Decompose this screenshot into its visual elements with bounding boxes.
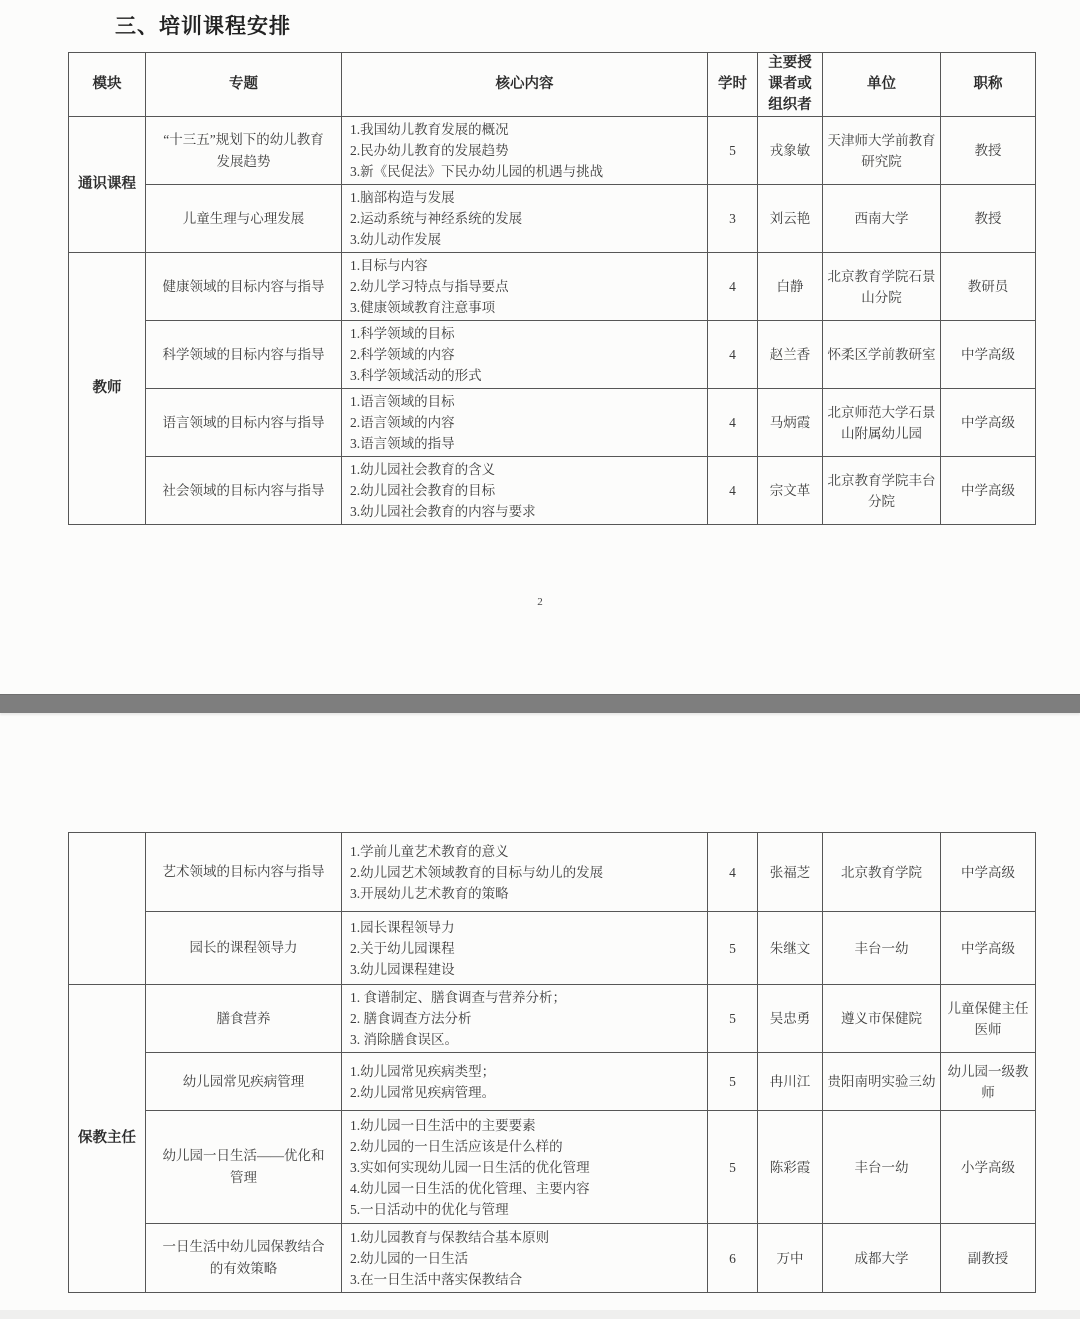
content-line: 1.我国幼儿教育发展的概况: [350, 122, 509, 137]
title-cell: 幼儿园一级教师: [941, 1053, 1036, 1111]
topic-cell: 社会领域的目标内容与指导: [146, 457, 342, 525]
content-line: 2.幼儿园的一日生活: [350, 1250, 469, 1266]
unit-cell: 北京教育学院石景山分院: [823, 253, 941, 321]
unit-cell: 西南大学: [823, 185, 941, 253]
section-title: 三、培训课程安排: [115, 15, 291, 38]
content-line: 2.民办幼儿教育的发展趋势: [350, 143, 509, 158]
content-line: 2.关于幼儿园课程: [350, 940, 455, 956]
lecturer-cell: 马炳霞: [758, 389, 823, 457]
content-line: 3.健康领域教育注意事项: [350, 300, 496, 315]
content-cell: [342, 1111, 708, 1224]
page-number: 2: [537, 596, 543, 608]
title-cell: 中学高级: [941, 912, 1036, 985]
content-line: 3. 消除膳食误区。: [350, 1032, 458, 1047]
content-line: 3.幼儿园社会教育的内容与要求: [350, 504, 536, 519]
content-line: 1.科学领域的目标: [350, 326, 455, 341]
title-cell: 教授: [941, 185, 1036, 253]
content-line: 1.脑部构造与发展: [350, 190, 455, 205]
header-content: 核心内容: [342, 53, 708, 117]
content-cell: [342, 1053, 708, 1111]
content-line: 2.幼儿学习特点与指导要点: [350, 279, 509, 294]
topic-cell: 幼儿园一日生活——优化和管理: [146, 1111, 342, 1224]
header-title: 职称: [941, 53, 1036, 117]
unit-cell: 遵义市保健院: [823, 985, 941, 1053]
content-cell: [342, 389, 708, 457]
content-line: 2.科学领域的内容: [350, 347, 455, 362]
course-table-page2: [68, 832, 1036, 1293]
content-line: 3.科学领域活动的形式: [350, 368, 482, 383]
topic-cell: 健康领域的目标内容与指导: [146, 253, 342, 321]
content-cell: [342, 912, 708, 985]
header-topic: 专题: [146, 53, 342, 117]
content-cell: [342, 117, 708, 185]
title-cell: 中学高级: [941, 833, 1036, 912]
content-line: 4.幼儿园一日生活的优化管理、主要内容: [350, 1180, 590, 1196]
page-divider: [0, 694, 1080, 713]
table-body-page1: [69, 117, 1036, 525]
content-cell: [342, 833, 708, 912]
content-line: 2.语言领域的内容: [350, 415, 455, 430]
table-row: [69, 912, 1036, 985]
content-line: 1.幼儿园一日生活中的主要要素: [350, 1117, 536, 1133]
unit-cell: 贵阳南明实验三幼: [823, 1053, 941, 1111]
title-cell: 儿童保健主任医师: [941, 985, 1036, 1053]
lecturer-cell: 张福芝: [758, 833, 823, 912]
content-cell: [342, 1224, 708, 1293]
topic-cell: 膳食营养: [146, 985, 342, 1053]
unit-cell: 成都大学: [823, 1224, 941, 1293]
table-body-page2: [69, 833, 1036, 1293]
content-line: 2.幼儿园社会教育的目标: [350, 483, 496, 498]
table-row: [69, 253, 1036, 321]
content-line: 1. 食谱制定、膳食调查与营养分析；: [350, 990, 566, 1005]
hours-cell: 6: [708, 1224, 758, 1293]
module-cell: 保教主任: [69, 985, 146, 1293]
hours-cell: 4: [708, 253, 758, 321]
lecturer-cell: 赵兰香: [758, 321, 823, 389]
header-module: 模块: [69, 53, 146, 117]
content-line: 3.在一日生活中落实保教结合: [350, 1271, 523, 1287]
content-line: 3.新《民促法》下民办幼儿园的机遇与挑战: [350, 164, 604, 179]
content-cell: [342, 185, 708, 253]
hours-cell: 3: [708, 185, 758, 253]
hours-cell: 4: [708, 457, 758, 525]
title-cell: 教研员: [941, 253, 1036, 321]
topic-cell: “十三五”规划下的幼儿教育发展趋势: [146, 117, 342, 185]
content-cell: [342, 253, 708, 321]
table-row: [69, 117, 1036, 185]
content-line: 3.实如何实现幼儿园一日生活的优化管理: [350, 1159, 590, 1175]
title-cell: 教授: [941, 117, 1036, 185]
content-line: 2.幼儿园的一日生活应该是什么样的: [350, 1138, 563, 1154]
topic-cell: 园长的课程领导力: [146, 912, 342, 985]
unit-cell: 丰台一幼: [823, 912, 941, 985]
title-cell: 中学高级: [941, 457, 1036, 525]
content-line: 1.园长课程领导力: [350, 919, 455, 935]
unit-cell: 丰台一幼: [823, 1111, 941, 1224]
content-line: 1.幼儿园教育与保教结合基本原则: [350, 1229, 550, 1245]
hours-cell: 5: [708, 1053, 758, 1111]
module-cell: 通识课程: [69, 117, 146, 253]
bottom-edge-shade: [0, 1310, 1080, 1319]
hours-cell: 4: [708, 389, 758, 457]
content-cell: [342, 457, 708, 525]
header-hours: 学时: [708, 53, 758, 117]
title-cell: 小学高级: [941, 1111, 1036, 1224]
table-row: [69, 321, 1036, 389]
lecturer-cell: 冉川江: [758, 1053, 823, 1111]
content-line: 2. 膳食调查方法分析: [350, 1011, 472, 1026]
content-line: 2.幼儿园常见疾病管理。: [350, 1084, 496, 1100]
lecturer-cell: 朱继文: [758, 912, 823, 985]
table-row: [69, 1111, 1036, 1224]
module-cell: [69, 833, 146, 985]
unit-cell: 北京教育学院: [823, 833, 941, 912]
topic-cell: 儿童生理与心理发展: [146, 185, 342, 253]
topic-cell: 幼儿园常见疾病管理: [146, 1053, 342, 1111]
topic-cell: 科学领域的目标内容与指导: [146, 321, 342, 389]
module-cell: 教师: [69, 253, 146, 525]
hours-cell: 4: [708, 321, 758, 389]
header-lecturer: 主要授课者或组织者: [758, 53, 823, 117]
lecturer-cell: 陈彩霞: [758, 1111, 823, 1224]
content-line: 2.运动系统与神经系统的发展: [350, 211, 523, 226]
unit-cell: 天津师大学前教育研究院: [823, 117, 941, 185]
content-cell: [342, 321, 708, 389]
lecturer-cell: 吴忠勇: [758, 985, 823, 1053]
topic-cell: 艺术领域的目标内容与指导: [146, 833, 342, 912]
unit-cell: 怀柔区学前教研室: [823, 321, 941, 389]
content-line: 1.语言领域的目标: [350, 394, 455, 409]
table-row: [69, 1224, 1036, 1293]
lecturer-cell: 白静: [758, 253, 823, 321]
title-cell: 副教授: [941, 1224, 1036, 1293]
title-cell: 中学高级: [941, 389, 1036, 457]
unit-cell: 北京师范大学石景山附属幼儿园: [823, 389, 941, 457]
hours-cell: 5: [708, 985, 758, 1053]
content-line: 3.语言领域的指导: [350, 436, 455, 451]
topic-cell: 一日生活中幼儿园保教结合的有效策略: [146, 1224, 342, 1293]
hours-cell: 4: [708, 833, 758, 912]
table-row: [69, 833, 1036, 912]
table-row: [69, 185, 1036, 253]
topic-cell: 语言领域的目标内容与指导: [146, 389, 342, 457]
hours-cell: 5: [708, 1111, 758, 1224]
lecturer-cell: 刘云艳: [758, 185, 823, 253]
content-line: 1.幼儿园常见疾病类型；: [350, 1063, 496, 1079]
lecturer-cell: 宗文革: [758, 457, 823, 525]
hours-cell: 5: [708, 117, 758, 185]
content-line: 1.学前儿童艺术教育的意义: [350, 843, 509, 859]
content-cell: [342, 985, 708, 1053]
content-line: 3.幼儿动作发展: [350, 232, 442, 247]
content-line: 3.开展幼儿艺术教育的策略: [350, 885, 509, 901]
content-line: 3.幼儿园课程建设: [350, 961, 455, 977]
table-row: [69, 985, 1036, 1053]
table-row: [69, 389, 1036, 457]
unit-cell: 北京教育学院丰台分院: [823, 457, 941, 525]
header-row: [69, 53, 1036, 117]
lecturer-cell: 戎象敏: [758, 117, 823, 185]
table-row: [69, 457, 1036, 525]
content-line: 1.幼儿园社会教育的含义: [350, 462, 496, 477]
course-table-page1: [68, 52, 1036, 525]
hours-cell: 5: [708, 912, 758, 985]
content-line: 5.一日活动中的优化与管理: [350, 1201, 509, 1217]
lecturer-cell: 万中: [758, 1224, 823, 1293]
content-line: 1.目标与内容: [350, 258, 428, 273]
content-line: 2.幼儿园艺术领域教育的目标与幼儿的发展: [350, 864, 604, 880]
header-unit: 单位: [823, 53, 941, 117]
table-row: [69, 1053, 1036, 1111]
title-cell: 中学高级: [941, 321, 1036, 389]
